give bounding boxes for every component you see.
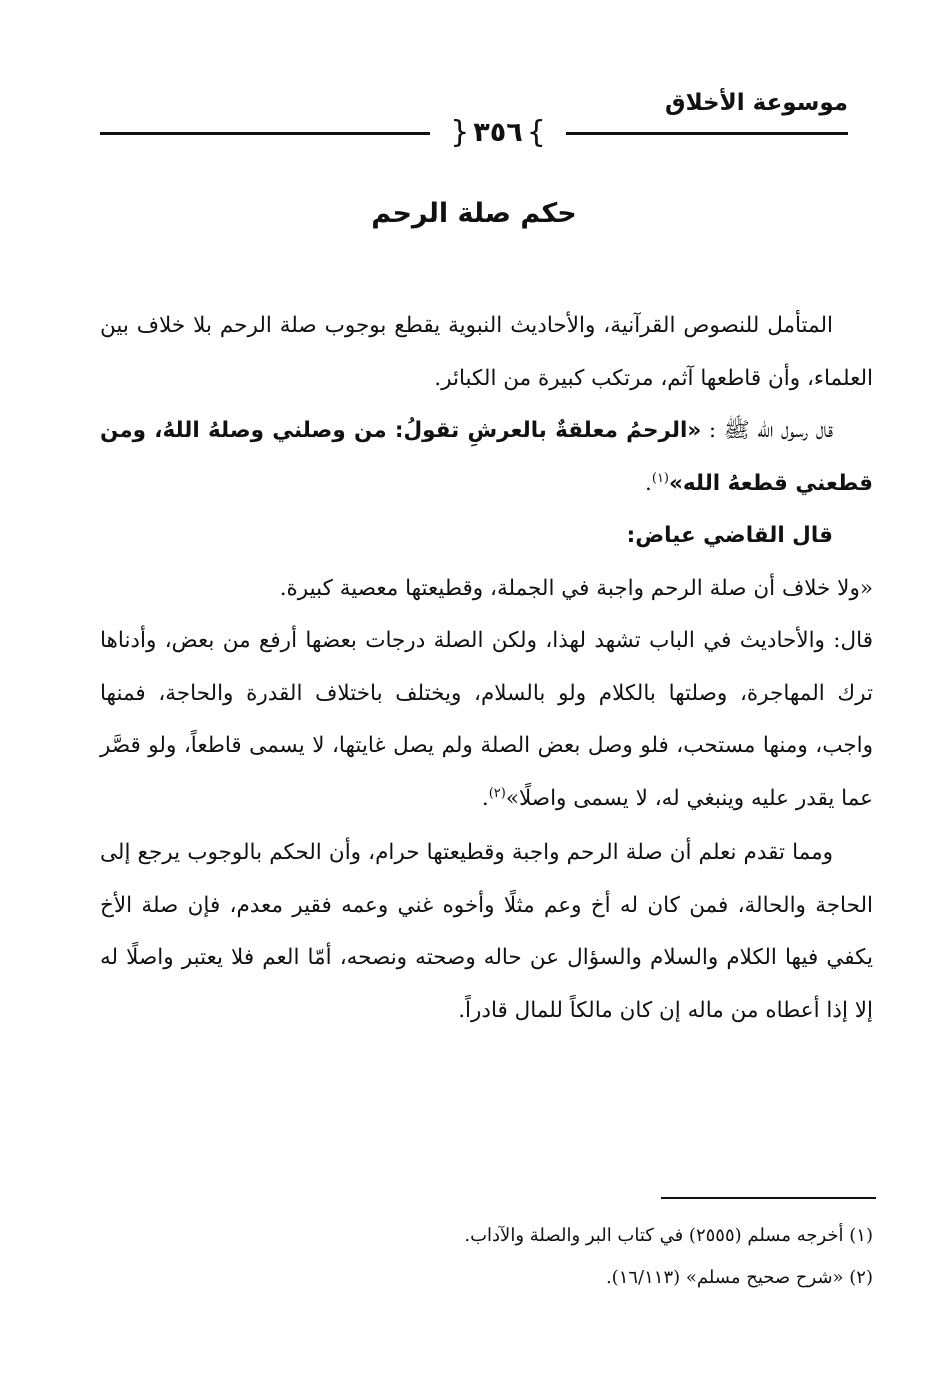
paragraph-1: المتأمل للنصوص القرآنية، والأحاديث النبوية يقطع بوجوب صلة الرحم بلا خلاف بين العلماء، وأن قاطعها آثم، مرتكب كبيرة من الكبائر. xyxy=(100,313,873,391)
quote-line-1: «ولا خلاف أن صلة الرحم واجبة في الجملة، وقطيعتها معصية كبيرة. xyxy=(279,575,873,601)
quote-end: . xyxy=(481,785,489,811)
hadith-text: «الرحمُ معلقةٌ بالعرشِ تقولُ: من وصلني وصلهُ اللهُ، ومن قطعني قطعهُ الله» xyxy=(100,418,873,496)
footnote-rule xyxy=(661,1197,876,1199)
footnote-1: (١) أخرجه مسلم (٢٥٥٥) في كتاب البر والصلة والآداب. xyxy=(464,1225,873,1246)
page-number: ٣٥٦ xyxy=(473,116,523,148)
footnote-ref-1: (١) xyxy=(651,470,669,486)
brace-left-icon: { xyxy=(450,114,470,150)
quote-body xyxy=(100,615,873,825)
main-text xyxy=(100,300,873,1037)
page-header xyxy=(100,80,848,150)
running-title: موسوعة الأخلاق xyxy=(665,90,848,116)
quote-text: قال: والأحاديث في الباب تشهد لهذا، ولكن الصلة درجات بعضها أرفع من بعض، وأدناها ترك المهاجرة، وصلتها بالكلام ولو بالسلام، ويختلف باختلاف القدرة والحاجة، فمنها واجب، ومنها مستحب، فلو وصل بعض الصلة ولم يصل غايتها، لا يسمى قاطعاً، ولو قصَّر عما يقدر عليه وينبغي له، لا يسمى واصلًا» xyxy=(100,628,873,811)
section-title: حكم صلة الرحم xyxy=(371,198,577,229)
page-number-box xyxy=(430,110,566,154)
footnotes xyxy=(100,1215,873,1299)
footnote-2: (٢) «شرح صحيح مسلم» (١٦/١١٣). xyxy=(605,1267,873,1288)
brace-right-icon: } xyxy=(526,114,546,150)
quote-heading: قال القاضي عياض: xyxy=(626,523,833,548)
paragraph-hadith xyxy=(100,405,873,510)
hadith-intro: قال رسول الله ﷺ : xyxy=(701,418,833,443)
footnote-ref-2: (٢) xyxy=(488,785,506,801)
paragraph-conclusion: ومما تقدم نعلم أن صلة الرحم واجبة وقطيعتها حرام، وأن الحكم بالوجوب يرجع إلى الحاجة والحالة، فمن كان له أخ وعم مثلًا وأخوه غني وعمه فقير معدم، فإن صلة الأخ يكفي فيها الكلام والسلام والسؤال عن حاله وصحته ونصحه، أمّا العم فلا يعتبر واصلًا له إلا إذا أعطاه من ماله إن كان مالكاً للمال قادراً. xyxy=(100,840,873,1023)
hadith-end: . xyxy=(645,470,652,496)
